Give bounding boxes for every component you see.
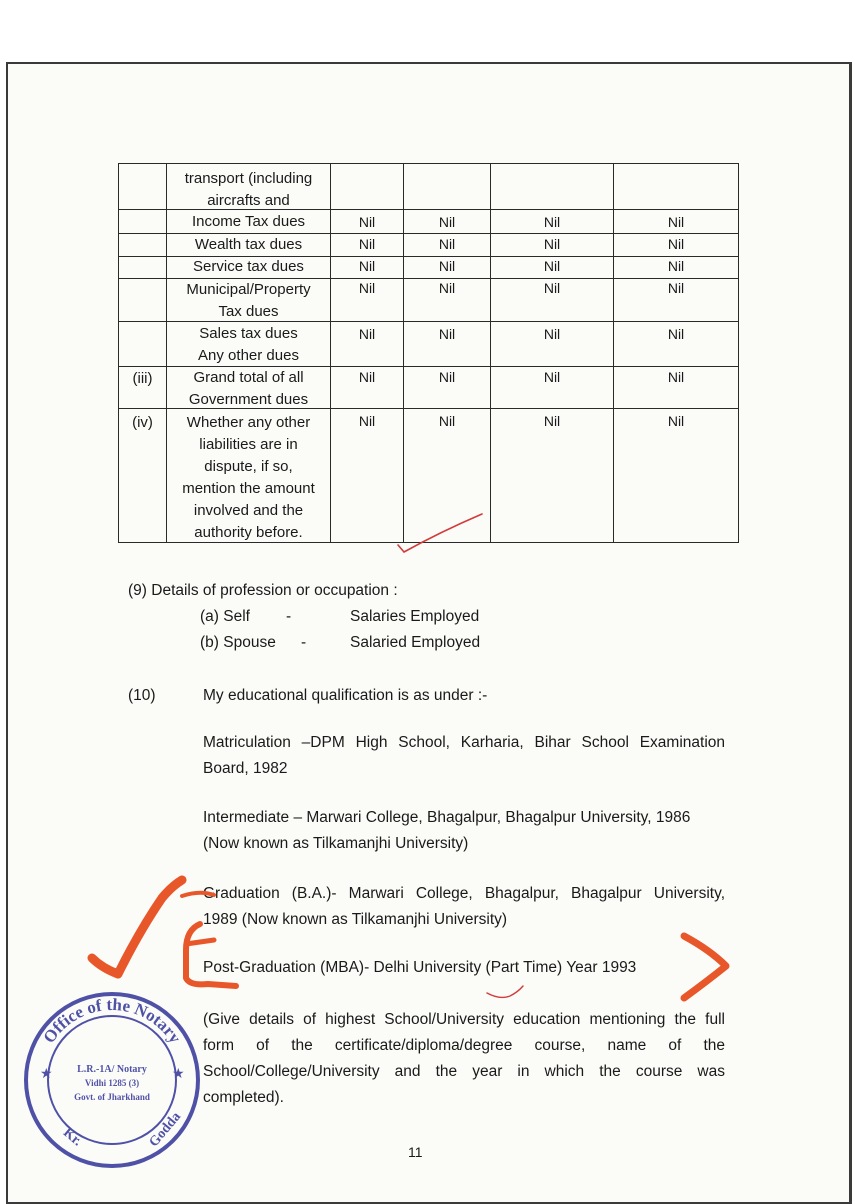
red-tick-mark (487, 986, 523, 997)
table-cell: Nil (543, 236, 561, 252)
table-cell: Nil (438, 280, 456, 296)
table-cell: Nil (438, 236, 456, 252)
stamp-side-text: Kr. (60, 1125, 85, 1150)
stamp-side-text: Godda (146, 1109, 185, 1151)
postgraduation-entry: Post-Graduation (MBA)- Delhi University (Part Time) Year 1993 (203, 959, 637, 976)
section-10-number: (10) (128, 687, 156, 704)
table-cell: Nil (543, 413, 561, 429)
table-cell: Nil (667, 214, 685, 230)
self-occupation: Salaries Employed (350, 608, 480, 625)
table-cell: Nil (543, 326, 561, 342)
table-row-label: Service tax dues (193, 258, 304, 275)
table-row-label: Wealth tax dues (194, 236, 303, 253)
table-cell: Nil (438, 413, 456, 429)
qualification-note: (Give details of highest School/University education mentioning the full form of the certificate/diploma/degree course, name of the School/College/University and the year in which the course was completed). (203, 1011, 725, 1106)
table-cell: Nil (438, 369, 456, 385)
table-cell: Nil (358, 258, 376, 274)
intermediate-entry: Intermediate – Marwari College, Bhagalpur, Bhagalpur University, 1986 (Now known as Tilkamanjhi University) (203, 809, 691, 852)
table-cell: Nil (358, 369, 376, 385)
table-row-label: Municipal/Property Tax dues (186, 281, 311, 320)
orange-stroke-mark (182, 893, 214, 896)
table-cell: Nil (438, 326, 456, 342)
stamp-star-icon: ★ (172, 1067, 185, 1082)
stamp-star-icon: ★ (40, 1067, 53, 1082)
spouse-dash: - (301, 634, 307, 651)
stamp-line: Govt. of Jharkhand (74, 1092, 150, 1102)
table-cell: Nil (667, 236, 685, 252)
table-cell: Nil (358, 214, 376, 230)
table-cell: Nil (543, 214, 561, 230)
table-cell: Nil (543, 369, 561, 385)
self-label: (a) Self (200, 608, 250, 625)
orange-bracket-mark (186, 924, 236, 986)
orange-stroke-mark (186, 940, 214, 944)
table-cell: Nil (667, 369, 685, 385)
table-cell: Nil (358, 280, 376, 296)
table-cell: Nil (358, 236, 376, 252)
table-row-label: Grand total of all Government dues (188, 369, 309, 408)
table-cell: Nil (358, 326, 376, 342)
notary-stamp (26, 994, 198, 1166)
self-dash: - (286, 608, 292, 625)
stamp-line: Vidhi 1285 (3) (84, 1078, 140, 1088)
table-cell: Nil (667, 326, 685, 342)
orange-chevron-mark (684, 936, 726, 998)
page-number: 11 (408, 1144, 423, 1160)
graduation-entry: Graduation (B.A.)- Marwari College, Bhagalpur, Bhagalpur University, 1989 (Now known as Tilkamanjhi University) (203, 885, 725, 928)
table-row-label: Sales tax dues Any other dues (198, 325, 299, 364)
table-row-label: Whether any other liabilities are in dispute, if so, mention the amount involved and the authority before. (182, 414, 315, 541)
table-cell: Nil (438, 214, 456, 230)
spouse-label: (b) Spouse (200, 634, 276, 651)
table-row-label: Income Tax dues (191, 213, 306, 230)
red-tick-mark (398, 514, 482, 552)
table-cell: Nil (358, 413, 376, 429)
section-9-heading: (9) Details of profession or occupation : (128, 582, 398, 599)
table-cell: Nil (667, 413, 685, 429)
matriculation-entry: Matriculation –DPM High School, Karharia, Bihar School Examination Board, 1982 (203, 734, 725, 777)
table-row-label: transport (including aircrafts and (184, 170, 313, 209)
stamp-line: L.R.-1A/ Notary (77, 1064, 147, 1075)
table-cell: Nil (667, 258, 685, 274)
table-cell: Nil (438, 258, 456, 274)
table-cell: Nil (543, 280, 561, 296)
table-row-number: (iii) (132, 370, 153, 387)
table-cell: Nil (543, 258, 561, 274)
table-row-number: (iv) (132, 414, 153, 431)
spouse-occupation: Salaried Employed (350, 634, 481, 651)
orange-check-mark (92, 880, 182, 974)
table-cell: Nil (667, 280, 685, 296)
section-10-heading: My educational qualification is as under :- (203, 687, 488, 704)
stamp-top-text: Office of the Notary (39, 994, 185, 1047)
